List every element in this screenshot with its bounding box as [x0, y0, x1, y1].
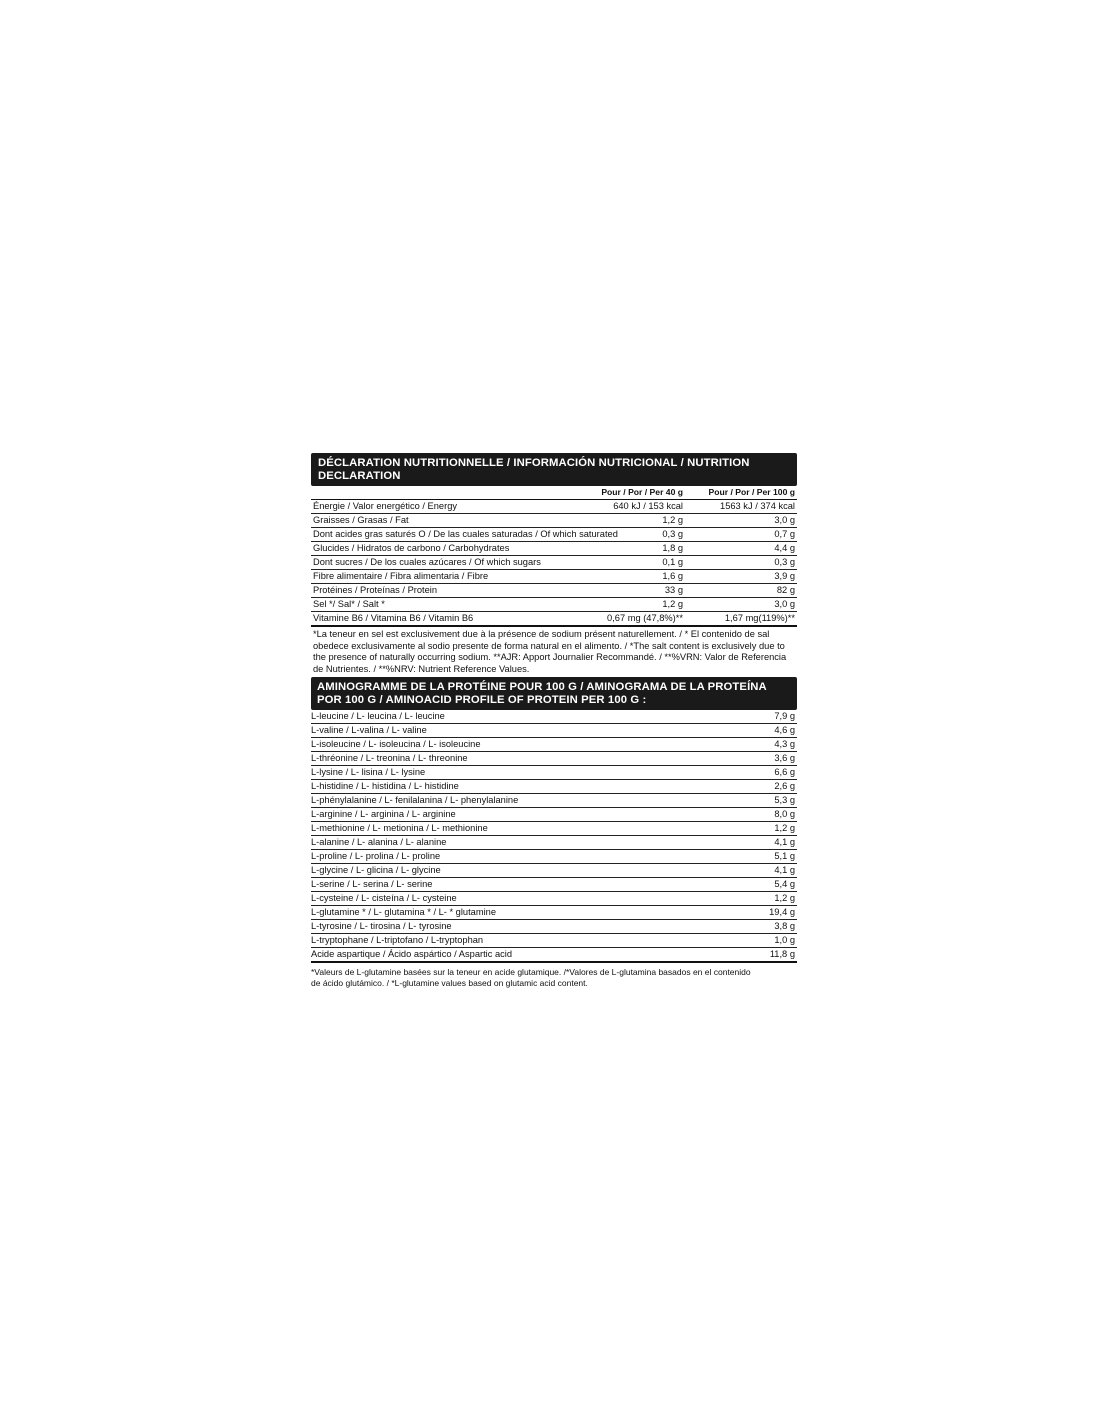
aminoacid-row: [311, 710, 797, 724]
value-per-100g: 0,7 g: [774, 529, 795, 539]
value-per-100g: 82 g: [776, 585, 795, 595]
aminoacid-label: L-glutamine * / L- glutamina * / L- * glutamine: [311, 907, 496, 917]
nutrition-row: [311, 570, 797, 584]
aminoacid-row: [311, 780, 797, 794]
nutrient-label: Protéines / Proteínas / Protein: [313, 585, 438, 595]
aminoacid-value: 5,4 g: [774, 879, 795, 889]
aminoacid-label: L-alanine / L- alanina / L- alanine: [311, 837, 447, 847]
aminoacid-table: [311, 710, 797, 963]
aminoacid-label: L-lysine / L- lisina / L- lysine: [311, 767, 426, 777]
aminoacid-row: [311, 738, 797, 752]
nutrition-table: [311, 500, 797, 627]
aminoacid-label: L-histidine / L- histidina / L- histidine: [311, 781, 459, 791]
aminoacid-row: [311, 752, 797, 766]
value-per-40g: 1,6 g: [662, 571, 683, 581]
aminoacid-value: 7,9 g: [774, 711, 795, 721]
aminoacid-row: [311, 948, 797, 963]
aminoacid-row: [311, 892, 797, 906]
nutrition-row: [311, 598, 797, 612]
aminoacid-label: L-tyrosine / L- tirosina / L- tyrosine: [311, 921, 452, 931]
aminoacid-label: L-valine / L-valina / L- valine: [311, 725, 427, 735]
nutrient-label: Vitamine B6 / Vitamina B6 / Vitamin B6: [313, 613, 474, 623]
value-per-100g: 4,4 g: [774, 543, 795, 553]
nutrient-label: Graisses / Grasas / Fat: [313, 515, 409, 525]
value-per-40g: 1,8 g: [662, 543, 683, 553]
nutrition-row: [311, 528, 797, 542]
aminoacid-label: L-glycine / L- glicina / L- glycine: [311, 865, 441, 875]
aminoacid-value: 6,6 g: [774, 767, 795, 777]
value-per-100g: 1563 kJ / 374 kcal: [720, 501, 795, 511]
aminoacid-row: [311, 808, 797, 822]
aminoacid-row: [311, 850, 797, 864]
aminoacid-label: L-methionine / L- metionina / L- methionine: [311, 823, 488, 833]
aminoacid-title: AMINOGRAMME DE LA PROTÉINE POUR 100 G / AMINOGRAMA DE LA PROTEÍNA POR 100 G / AMINOACID PROFILE OF PROTEIN PER 100 G :: [311, 677, 797, 710]
aminoacid-label: L-leucine / L- leucina / L- leucine: [311, 711, 445, 721]
value-per-100g: 3,9 g: [774, 571, 795, 581]
aminoacid-value: 5,1 g: [774, 851, 795, 861]
value-per-100g: 0,3 g: [774, 557, 795, 567]
nutrition-declaration-panel: [311, 453, 797, 675]
aminoacid-row: [311, 934, 797, 948]
nutrition-row: [311, 500, 797, 514]
nutrient-label: Glucides / Hidratos de carbono / Carbohydrates: [313, 543, 510, 553]
aminoacid-label: L-cysteine / L- cisteína / L- cysteine: [311, 893, 457, 903]
aminoacid-value: 1,2 g: [774, 823, 795, 833]
aminoacid-row: [311, 822, 797, 836]
aminoacid-value: 19,4 g: [769, 907, 795, 917]
aminoacid-value: 8,0 g: [774, 809, 795, 819]
aminoacid-label: L-tryptophane / L-triptofano / L-tryptophan: [311, 935, 484, 945]
value-per-40g: 640 kJ / 153 kcal: [613, 501, 683, 511]
aminoacid-value: 4,1 g: [774, 865, 795, 875]
aminoacid-value: 3,8 g: [774, 921, 795, 931]
nutrition-title: DÉCLARATION NUTRITIONNELLE / INFORMACIÓN NUTRICIONAL / NUTRITION DECLARATION: [311, 453, 797, 486]
nutrient-label: Dont acides gras saturés O / De las cuales saturadas / Of which saturated: [313, 529, 618, 539]
value-per-40g: 33 g: [664, 585, 683, 595]
column-per-40g: Pour / Por / Per 40 g: [601, 487, 683, 497]
nutrition-footnote: *La teneur en sel est exclusivement due à la présence de sodium présent naturellement. / * El contenido de sal obedece exclusivamente al sodio presente de forma natural en el alimento. / *The salt content is exclusively due to the presence of naturally occurring sodium. **AJR: Apport Journalier Recommandé. / **%VRN: Valor de Referencia de Nutrientes. / **%NRV: Nutrient Reference Values.: [313, 629, 787, 674]
aminoacid-value: 1,2 g: [774, 893, 795, 903]
value-per-100g: 3,0 g: [774, 515, 795, 525]
aminoacid-row: [311, 920, 797, 934]
value-per-40g: 0,67 mg (47,8%)**: [607, 613, 683, 623]
aminoacid-value: 4,6 g: [774, 725, 795, 735]
nutrient-label: Fibre alimentaire / Fibra alimentaria / Fibre: [313, 571, 489, 581]
aminoacid-row: [311, 878, 797, 892]
aminoacid-profile-panel: [311, 677, 797, 989]
aminoacid-label: L-proline / L- prolina / L- proline: [311, 851, 441, 861]
value-per-40g: 0,3 g: [662, 529, 683, 539]
aminoacid-label: L-isoleucine / L- isoleucina / L- isoleucine: [311, 739, 481, 749]
aminoacid-row: [311, 906, 797, 920]
aminoacid-row: [311, 724, 797, 738]
aminoacid-label: L-arginine / L- arginina / L- arginine: [311, 809, 456, 819]
value-per-40g: 1,2 g: [662, 599, 683, 609]
aminoacid-row: [311, 864, 797, 878]
nutrition-row: [311, 542, 797, 556]
value-per-100g: 1,67 mg(119%)**: [724, 613, 795, 623]
aminoacid-label: Acide aspartique / Ácido aspártico / Aspartic acid: [311, 949, 513, 959]
value-per-40g: 1,2 g: [662, 515, 683, 525]
nutrition-row: [311, 612, 797, 627]
aminoacid-label: L-serine / L- serina / L- serine: [311, 879, 433, 889]
nutrient-label: Dont sucres / De los cuales azúcares / Of which sugars: [313, 557, 541, 567]
aminoacid-value: 2,6 g: [774, 781, 795, 791]
nutrient-label: Sel */ Sal* / Salt *: [313, 599, 385, 609]
nutrition-row: [311, 556, 797, 570]
column-per-100g: Pour / Por / Per 100 g: [708, 487, 795, 497]
aminoacid-value: 11,8 g: [769, 949, 795, 959]
aminoacid-value: 5,3 g: [774, 795, 795, 805]
aminoacid-footnote: *Valeurs de L-glutamine basées sur la teneur en acide glutamique. /*Valores de L-glutamina basados en el contenido de ácido glutámico. / *L-glutamine values based on glutamic acid content.: [311, 967, 751, 988]
aminoacid-value: 1,0 g: [774, 935, 795, 945]
aminoacid-row: [311, 766, 797, 780]
aminoacid-row: [311, 836, 797, 850]
aminoacid-value: 4,1 g: [774, 837, 795, 847]
aminoacid-value: 4,3 g: [774, 739, 795, 749]
value-per-40g: 0,1 g: [662, 557, 683, 567]
aminoacid-label: L-thréonine / L- treonina / L- threonine: [311, 753, 468, 763]
aminoacid-label: L-phénylalanine / L- fenilalanina / L- phenylalanine: [311, 795, 519, 805]
nutrition-row: [311, 584, 797, 598]
nutrient-label: Énergie / Valor energético / Energy: [313, 501, 458, 511]
value-per-100g: 3,0 g: [774, 599, 795, 609]
aminoacid-row: [311, 794, 797, 808]
aminoacid-value: 3,6 g: [774, 753, 795, 763]
nutrition-row: [311, 514, 797, 528]
nutrition-column-header: [311, 486, 797, 500]
